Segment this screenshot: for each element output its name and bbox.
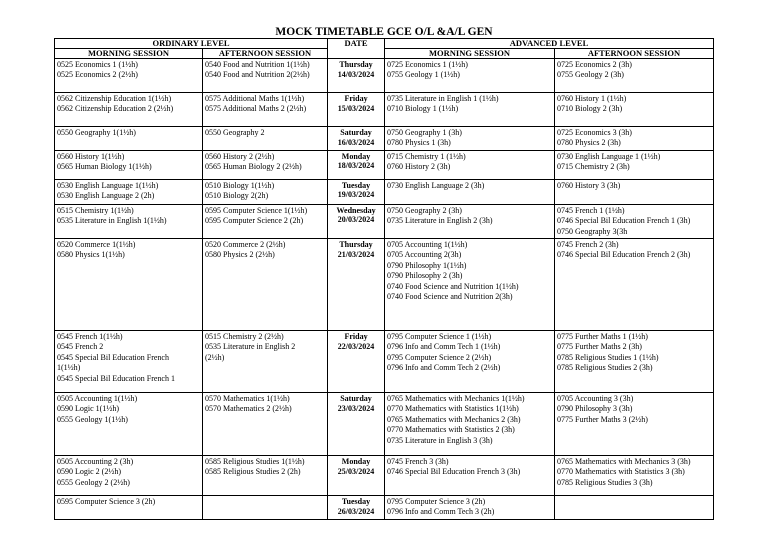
- exam-entry: 0540 Food and Nutrition 2(2½h): [205, 70, 310, 80]
- exam-entry: 0550 Geography 1(1½h): [57, 128, 136, 137]
- cell-ol-morning: [55, 93, 203, 127]
- exam-entry: 0795 Computer Science 2 (2½h): [387, 352, 492, 362]
- date-value: 26/03/2024: [337, 506, 375, 516]
- cell-date: [328, 456, 385, 496]
- day-name: Monday: [341, 457, 371, 467]
- exam-entry: 0735 Literature in English 3 (3h): [387, 435, 493, 445]
- exam-entry: 0795 Computer Science 1 (1½h): [387, 332, 492, 342]
- cell-al-afternoon: [555, 456, 714, 496]
- exam-entry: 0746 Special Bil Education French 1 (3h): [557, 216, 691, 226]
- exam-entry: 0590 Logic 1(1½h): [57, 404, 119, 414]
- cell-date: [328, 127, 385, 151]
- day-name: Thursday: [339, 240, 373, 250]
- exam-entry: 0510 Biology 2(2h): [205, 191, 269, 201]
- exam-entry: 0570 Mathematics 1(1½h): [205, 394, 290, 404]
- exam-entry: 0765 Mathematics with Mechanics 2 (3h): [387, 414, 521, 424]
- table-row: [55, 59, 714, 93]
- exam-entry: 0740 Food Science and Nutrition 2(3h): [387, 292, 513, 302]
- exam-entry: 0745 French 3 (3h): [387, 457, 449, 467]
- cell-al-morning: [385, 204, 555, 238]
- date-value: 14/03/2024: [337, 69, 375, 79]
- cell-ol-afternoon: [203, 239, 328, 331]
- date-value: 21/03/2024: [337, 249, 375, 259]
- exam-entry: 0545 Special Bil Education French 1: [57, 373, 175, 383]
- exam-entry: 0715 Chemistry 1 (1½h): [387, 151, 466, 161]
- cell-date: [328, 393, 385, 456]
- cell-date: [328, 59, 385, 93]
- cell-al-morning: [385, 239, 555, 331]
- exam-entry: 0595 Computer Science 2 (2h): [205, 216, 304, 226]
- exam-entry: 0510 Biology 1(1½h): [205, 180, 275, 190]
- cell-date: [328, 150, 385, 179]
- table-row: [55, 456, 714, 496]
- cell-al-afternoon: [555, 59, 714, 93]
- exam-entry: 0750 Geography 1 (3h): [387, 128, 462, 137]
- cell-ol-afternoon: [203, 393, 328, 456]
- exam-entry: 0725 Economics 2 (3h): [557, 60, 632, 69]
- exam-entry: 0760 History 3 (3h): [557, 180, 621, 190]
- exam-entry: 0770 Mathematics with Statistics 1(1½h): [387, 404, 519, 414]
- cell-ol-afternoon: [203, 456, 328, 496]
- al-morning-header: MORNING SESSION: [385, 49, 555, 59]
- exam-entry: 0562 Citizenship Education 1(1½h): [57, 94, 172, 103]
- exam-entry: 0730 English Language 2 (3h): [387, 180, 485, 190]
- exam-entry: 0755 Geology 1 (1½h): [387, 70, 460, 80]
- exam-entry: 0730 English Language 1 (1½h): [557, 151, 661, 161]
- exam-entry: 0740 Food Science and Nutrition 1(1½h): [387, 281, 519, 291]
- exam-entry: 0545 French 2: [57, 342, 104, 352]
- exam-entry: 0560 History 1(1½h): [57, 151, 125, 161]
- exam-entry: 0555 Geology 1(1½h): [57, 414, 128, 424]
- exam-entry: (2½h): [205, 352, 225, 362]
- cell-al-morning: [385, 59, 555, 93]
- cell-al-morning: [385, 496, 555, 520]
- exam-entry: 0755 Geology 2 (3h): [557, 70, 624, 80]
- timetable-body: [55, 59, 714, 520]
- exam-entry: 0705 Accounting 1(1½h): [387, 240, 468, 250]
- cell-ol-afternoon: [203, 204, 328, 238]
- exam-entry: 0735 Literature in English 2 (3h): [387, 216, 493, 226]
- exam-entry: 0760 History 1 (1½h): [557, 94, 627, 103]
- ordinary-level-header: ORDINARY LEVEL: [55, 39, 328, 49]
- cell-ol-afternoon: [203, 496, 328, 520]
- exam-entry: 0705 Accounting 2(3h): [387, 250, 462, 260]
- page-title: MOCK TIMETABLE GCE O/L &A/L GEN: [275, 26, 493, 38]
- day-name: Wednesday: [336, 205, 376, 215]
- cell-ol-morning: [55, 204, 203, 238]
- exam-entry: 0525 Economics 2 (2½h): [57, 70, 138, 80]
- cell-ol-morning: [55, 331, 203, 393]
- day-name: Friday: [344, 94, 368, 103]
- exam-entry: 0570 Mathematics 2 (2½h): [205, 404, 292, 414]
- exam-entry: 0770 Mathematics with Statistics 2 (3h): [387, 425, 515, 435]
- exam-entry: 0725 Economics 1 (1½h): [387, 60, 468, 69]
- cell-ol-morning: [55, 59, 203, 93]
- cell-date: [328, 496, 385, 520]
- day-name: Thursday: [339, 60, 373, 69]
- exam-entry: 0790 Philosophy 3 (3h): [557, 404, 633, 414]
- advanced-level-header: ADVANCED LEVEL: [385, 39, 714, 49]
- day-name: Saturday: [340, 128, 372, 137]
- cell-al-afternoon: [555, 127, 714, 151]
- table-row: [55, 239, 714, 331]
- exam-entry: 0530 English Language 2 (2h): [57, 191, 155, 201]
- header-row-levels: [55, 39, 714, 49]
- exam-entry: 0710 Biology 2 (3h): [557, 104, 623, 114]
- exam-entry: 0750 Geography 3(3h: [557, 226, 628, 236]
- cell-al-morning: [385, 93, 555, 127]
- table-row: [55, 93, 714, 127]
- cell-al-afternoon: [555, 496, 714, 520]
- date-value: 25/03/2024: [337, 466, 375, 476]
- exam-entry: 0750 Geography 2 (3h): [387, 205, 462, 215]
- cell-al-morning: [385, 127, 555, 151]
- cell-ol-morning: [55, 239, 203, 331]
- cell-ol-morning: [55, 179, 203, 204]
- header-row-sessions: [55, 49, 714, 59]
- exam-entry: 0725 Economics 3 (3h): [557, 128, 632, 137]
- exam-entry: 0760 History 2 (3h): [387, 162, 451, 172]
- table-row: [55, 496, 714, 520]
- cell-al-afternoon: [555, 93, 714, 127]
- exam-entry: 0550 Geography 2: [205, 128, 265, 137]
- table-row: [55, 127, 714, 151]
- exam-entry: 0785 Religious Studies 1 (1½h): [557, 352, 659, 362]
- date-value: 18/03/2024: [337, 161, 375, 171]
- exam-entry: 0796 Info and Comm Tech 3 (2h): [387, 507, 495, 517]
- exam-entry: 0705 Accounting 3 (3h): [557, 394, 634, 404]
- cell-ol-afternoon: [203, 179, 328, 204]
- exam-entry: 0765 Mathematics with Mechanics 3 (3h): [557, 457, 691, 467]
- exam-entry: 0775 Further Maths 2 (3h): [557, 342, 642, 352]
- date-value: 19/03/2024: [337, 190, 375, 200]
- exam-entry: 0785 Religious Studies 3 (3h): [557, 477, 653, 487]
- cell-date: [328, 239, 385, 331]
- exam-entry: 0580 Physics 2 (2½h): [205, 250, 275, 260]
- exam-entry: 0780 Physics 1 (3h): [387, 138, 451, 148]
- exam-entry: 0775 Further Maths 3 (2½h): [557, 414, 648, 424]
- exam-entry: 0535 Literature in English 2: [205, 342, 296, 352]
- cell-al-afternoon: [555, 331, 714, 393]
- day-name: Tuesday: [341, 180, 371, 190]
- exam-entry: 0595 Computer Science 1(1½h): [205, 205, 308, 215]
- exam-entry: 0796 Info and Comm Tech 1 (1½h): [387, 342, 501, 352]
- exam-entry: 0795 Computer Science 3 (2h): [387, 497, 486, 507]
- exam-entry: 0745 French 2 (3h): [557, 240, 619, 250]
- cell-ol-morning: [55, 150, 203, 179]
- exam-entry: 0765 Mathematics with Mechanics 1(1½h): [387, 394, 525, 404]
- table-row: [55, 393, 714, 456]
- cell-ol-afternoon: [203, 331, 328, 393]
- exam-entry: 0525 Economics 1 (1½h): [57, 60, 138, 69]
- day-name: Monday: [341, 151, 371, 161]
- cell-al-morning: [385, 150, 555, 179]
- exam-entry: 0560 History 2 (2½h): [205, 151, 275, 161]
- table-row: [55, 331, 714, 393]
- exam-entry: 0715 Chemistry 2 (3h): [557, 162, 630, 172]
- day-name: Saturday: [340, 394, 372, 404]
- al-afternoon-header: AFTERNOON SESSION: [555, 49, 714, 59]
- cell-al-afternoon: [555, 150, 714, 179]
- cell-al-morning: [385, 179, 555, 204]
- cell-ol-morning: [55, 496, 203, 520]
- cell-al-morning: [385, 393, 555, 456]
- date-value: 23/03/2024: [337, 403, 375, 413]
- exam-entry: 0520 Commerce 1(1½h): [57, 240, 136, 250]
- exam-entry: 0746 Special Bil Education French 2 (3h): [557, 250, 691, 260]
- exam-entry: 0505 Accounting 1(1½h): [57, 394, 138, 404]
- table-row: [55, 179, 714, 204]
- exam-entry: 0545 French 1(1½h): [57, 332, 123, 342]
- exam-entry: 0565 Human Biology 2 (2½h): [205, 162, 302, 172]
- cell-ol-morning: [55, 393, 203, 456]
- cell-date: [328, 179, 385, 204]
- exam-entry: 0515 Chemistry 2 (2½h): [205, 332, 284, 342]
- cell-al-morning: [385, 331, 555, 393]
- date-value: 15/03/2024: [337, 103, 375, 113]
- date-value: 20/03/2024: [337, 215, 375, 225]
- ol-morning-header: MORNING SESSION: [55, 49, 203, 59]
- exam-entry: 0545 Special Bil Education French: [57, 352, 169, 362]
- exam-entry: 0735 Literature in English 1 (1½h): [387, 94, 499, 103]
- cell-al-afternoon: [555, 204, 714, 238]
- exam-entry: 0575 Additional Maths 1(1½h): [205, 94, 305, 103]
- exam-entry: 1(1½h): [57, 363, 81, 373]
- cell-al-afternoon: [555, 179, 714, 204]
- date-value: 16/03/2024: [337, 137, 375, 147]
- cell-date: [328, 331, 385, 393]
- day-name: Tuesday: [341, 497, 371, 507]
- exam-entry: 0530 English Language 1(1½h): [57, 180, 159, 190]
- cell-al-morning: [385, 456, 555, 496]
- exam-entry: 0580 Physics 1(1½h): [57, 250, 125, 260]
- cell-date: [328, 93, 385, 127]
- exam-entry: 0562 Citizenship Education 2 (2½h): [57, 104, 174, 114]
- cell-ol-morning: [55, 127, 203, 151]
- timetable: [54, 38, 714, 520]
- exam-entry: 0505 Accounting 2 (3h): [57, 457, 134, 467]
- ol-afternoon-header: AFTERNOON SESSION: [203, 49, 328, 59]
- exam-entry: 0535 Literature in English 1(1½h): [57, 216, 167, 226]
- cell-ol-morning: [55, 456, 203, 496]
- exam-entry: 0710 Biology 1 (1½h): [387, 104, 459, 114]
- exam-entry: 0585 Religious Studies 2 (2h): [205, 467, 301, 477]
- exam-entry: 0585 Religious Studies 1(1½h): [205, 457, 305, 467]
- cell-ol-afternoon: [203, 150, 328, 179]
- exam-entry: 0790 Philosophy 2 (3h): [387, 271, 463, 281]
- date-header: DATE: [328, 39, 385, 59]
- cell-al-afternoon: [555, 239, 714, 331]
- table-row: [55, 204, 714, 238]
- cell-ol-afternoon: [203, 93, 328, 127]
- exam-entry: 0796 Info and Comm Tech 2 (2½h): [387, 363, 501, 373]
- exam-entry: 0746 Special Bil Education French 3 (3h): [387, 467, 521, 477]
- exam-entry: 0780 Physics 2 (3h): [557, 138, 621, 148]
- cell-ol-afternoon: [203, 59, 328, 93]
- exam-entry: 0595 Computer Science 3 (2h): [57, 497, 156, 507]
- exam-entry: 0745 French 1 (1½h): [557, 205, 625, 215]
- exam-entry: 0590 Logic 2 (2½h): [57, 467, 121, 477]
- date-value: 22/03/2024: [337, 341, 375, 351]
- cell-ol-afternoon: [203, 127, 328, 151]
- exam-entry: 0520 Commerce 2 (2½h): [205, 240, 286, 250]
- exam-entry: 0515 Chemistry 1(1½h): [57, 205, 134, 215]
- exam-entry: 0575 Additional Maths 2 (2½h): [205, 104, 307, 114]
- table-row: [55, 150, 714, 179]
- exam-entry: 0770 Mathematics with Statistics 3 (3h): [557, 467, 685, 477]
- exam-entry: 0775 Further Maths 1 (1½h): [557, 332, 648, 342]
- exam-entry: 0790 Philosophy 1(1½h): [387, 260, 467, 270]
- cell-al-afternoon: [555, 393, 714, 456]
- exam-entry: 0785 Religious Studies 2 (3h): [557, 363, 653, 373]
- exam-entry: 0565 Human Biology 1(1½h): [57, 162, 152, 172]
- day-name: Friday: [344, 332, 368, 342]
- cell-date: [328, 204, 385, 238]
- exam-entry: 0540 Food and Nutrition 1(1½h): [205, 60, 310, 69]
- exam-entry: 0555 Geology 2 (2½h): [57, 477, 130, 487]
